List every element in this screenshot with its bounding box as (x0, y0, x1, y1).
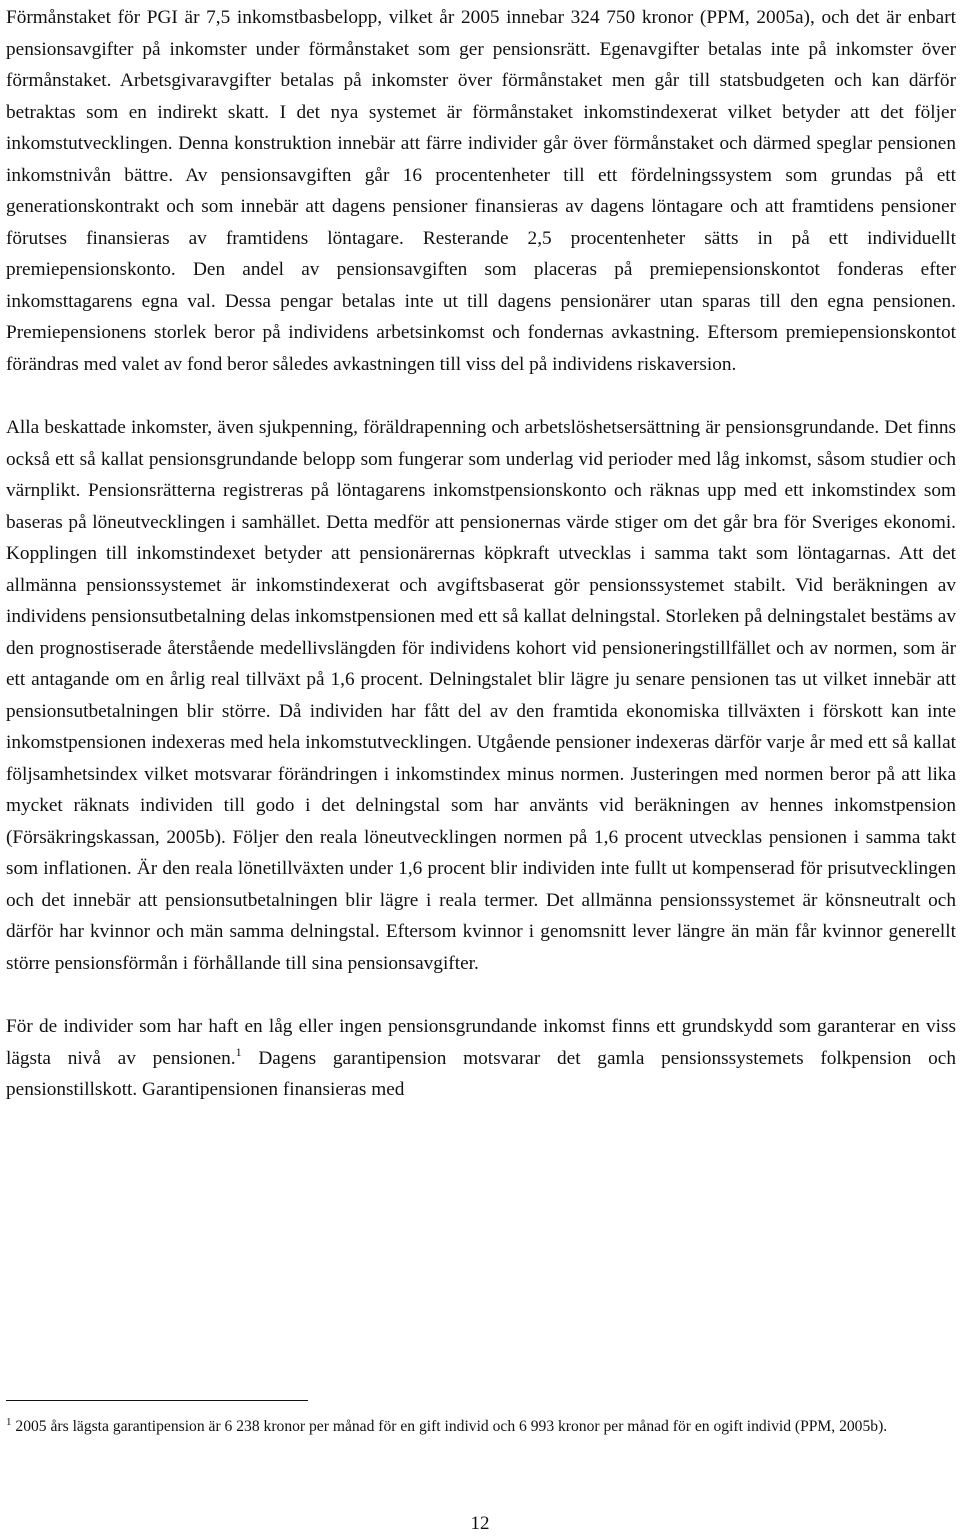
page-number: 12 (470, 1513, 490, 1534)
footnote-separator (6, 1400, 308, 1401)
footnote-mark: 1 (6, 1416, 12, 1428)
paragraph-3-text-start: För de individer som har haft en låg eller ingen pensionsgrundande inkomst finns ett grundskydd som garanterar en viss lägsta nivå av pensionen. (6, 1016, 956, 1069)
footnote (6, 1416, 956, 1438)
body-paragraph-3 (6, 1011, 956, 1106)
body-paragraph-2: Alla beskattade inkomster, även sjukpenning, föräldrapenning och arbetslöshetsersättning är pensionsgrundande. Det finns också ett så kallat pensionsgrundande belopp som fungerar som underlag vid perioder med låg inkomst, såsom studier och värnplikt. Pensionsrätterna registreras på löntagarens inkomstpensionskonto och räknas upp med ett inkomstindex som baseras på löneutvecklingen i samhället. Detta medför att pensionernas värde stiger om det går bra för Sveriges ekonomi. Kopplingen till inkomstindexet betyder att pensionärernas köpkraft utvecklas i samma takt som löntagarnas. Att det allmänna pensionssystemet är inkomstindexerat och avgiftsbaserat gör pensionssystemet stabilt. Vid beräkningen av individens pensionsutbetalning delas inkomstpensionen med ett så kallat delningstal. Storleken på delningstalet bestäms av den prognostiserade återstående medellivslängden för individens kohort vid pensioneringstillfället och av normen, som är ett antagande om en årlig real tillväxt på 1,6 procent. Delningstalet blir lägre ju senare pensionen tas ut vilket innebär att pensionsutbetalningen blir större. Då individen har fått del av den framtida ekonomiska tillväxten i förskott kan inte inkomstpensionen indexeras med hela inkomstutvecklingen. Utgående pensioner indexeras därför varje år med ett så kallat följsamhetsindex vilket motsvarar förändringen i inkomstindex minus normen. Justeringen med normen beror på att lika mycket räknats individen till godo i det delningstal som har använts vid beräkningen av hennes inkomstpension (Försäkringskassan, 2005b). Följer den reala löneutvecklingen normen på 1,6 procent utvecklas pensionen i samma takt som inflationen. Är den reala lönetillväxten under 1,6 procent blir individen inte fullt ut kompenserad för prisutvecklingen och det innebär att pensionsutbetalningen blir lägre i reala termer. Det allmänna pensionssystemet är könsneutralt och därför har kvinnor och män samma delningstal. Eftersom kvinnor i genomsnitt lever längre än män får kvinnor generellt större pensionsförmån i förhållande till sina pensionsavgifter. (6, 417, 956, 974)
footnote-reference[interactable]: 1 (235, 1044, 242, 1059)
paragraph-3-text-end: Dagens garantipension motsvarar det gamla pensionssystemets folkpension och pensionstillskott. Garantipensionen finansieras med (6, 1047, 956, 1100)
footnote-text: 2005 års lägsta garantipension är 6 238 kronor per månad för en gift individ och 6 993 kronor per månad för en ogift individ (PPM, 2005b). (11, 1418, 888, 1435)
document-page (6, 0, 956, 1106)
body-paragraph-1: Förmånstaket för PGI är 7,5 inkomstbasbelopp, vilket år 2005 innebar 324 750 kronor (PPM, 2005a), och det är enbart pensionsavgifter på inkomster under förmånstaket som ger pensionsrätt. Egenavgifter betalas inte på inkomster över förmånstaket. Arbetsgivaravgifter betalas på inkomster över förmånstaket men går till statsbudgeten och kan därför betraktas som en indirekt skatt. I det nya systemet är förmånstaket inkomstindexerat vilket betyder att det följer inkomstutvecklingen. Denna konstruktion innebär att färre individer går över förmånstaket och därmed speglar pensionen inkomstnivån bättre. Av pensionsavgiften går 16 procentenheter till ett fördelningssystem som grundas på ett generationskontrakt och som innebär att dagens pensioner finansieras av dagens löntagare och att framtidens pensioner förutses finansieras av framtidens löntagare. Resterande 2,5 procentenheter sätts in på ett individuellt premiepensionskonto. Den andel av pensionsavgiften som placeras på premiepensionskontot fonderas efter inkomsttagarens egna val. Dessa pengar betalas inte ut till dagens pensionärer utan sparas till den egna pensionen. Premiepensionens storlek beror på individens arbetsinkomst och fondernas avkastning. Eftersom premiepensionskontot förändras med valet av fond beror således avkastningen till viss del på individens riskaversion. (6, 7, 956, 375)
